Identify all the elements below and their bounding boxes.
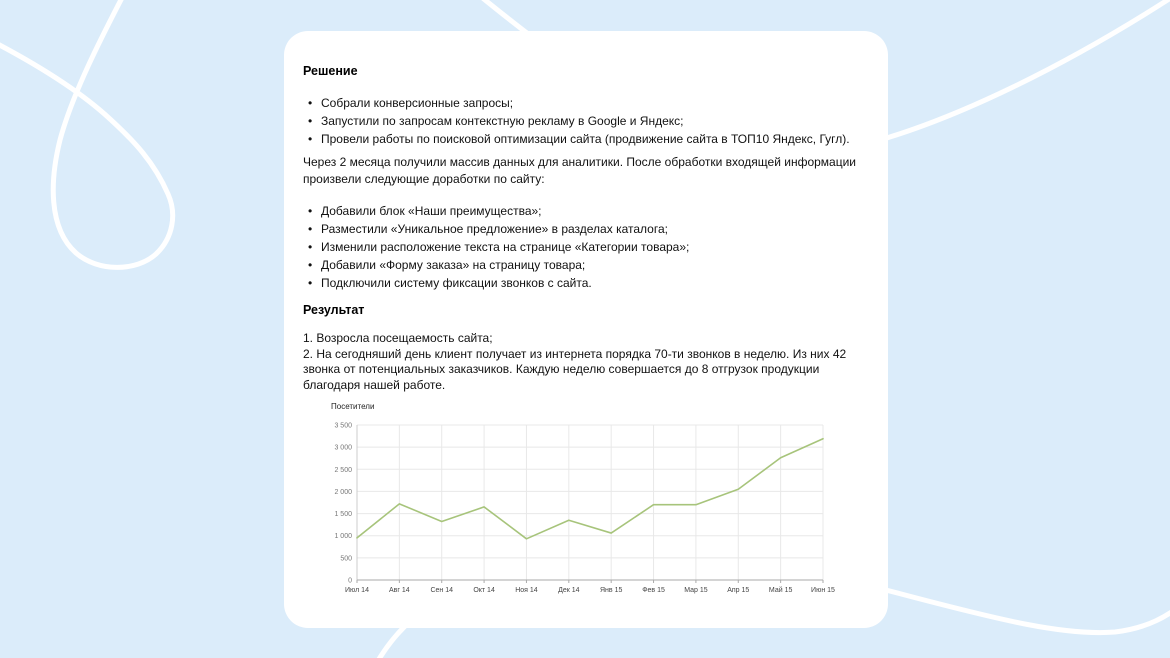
y-tick-label: 2 000 xyxy=(334,488,352,496)
list-item: • Запустили по запросам контекстную рекламу в Google и Яндекс; xyxy=(303,112,872,130)
chart-canvas xyxy=(331,415,841,601)
x-tick-label: Июл 14 xyxy=(345,587,369,594)
analytics-paragraph: Через 2 месяца получили массив данных для аналитики. После обработки входящей информации произвели следующие доработки по сайту: xyxy=(303,155,856,186)
x-tick-label: Дек 14 xyxy=(558,587,580,594)
x-tick-label: Окт 14 xyxy=(473,587,495,594)
x-tick-label: Май 15 xyxy=(768,587,793,594)
improvements-list xyxy=(303,202,872,292)
y-tick-label: 0 xyxy=(348,577,352,585)
y-tick-label: 1 000 xyxy=(334,533,352,541)
list-item: • Добавили блок «Наши преимущества»; xyxy=(303,202,872,220)
solution-list xyxy=(303,94,872,148)
list-item: • Разместили «Уникальное предложение» в разделах каталога; xyxy=(303,220,872,238)
y-tick-label: 1 500 xyxy=(334,511,352,519)
y-tick-label: 2 500 xyxy=(334,466,352,474)
x-tick-label: Авг 14 xyxy=(389,587,410,594)
visitors-chart xyxy=(303,402,872,601)
list-item: • Провели работы по поисковой оптимизации сайта (продвижение сайта в ТОП10 Яндекс, Гугл). xyxy=(303,130,872,148)
x-tick-label: Апр 15 xyxy=(727,587,750,594)
x-tick-label: Ноя 14 xyxy=(515,587,538,594)
visitors-line xyxy=(357,439,823,539)
x-tick-label: Фев 15 xyxy=(642,587,665,594)
swirl-loop-top-left xyxy=(0,0,173,267)
chart-title: Посетители xyxy=(331,402,375,411)
y-tick-label: 3 000 xyxy=(334,444,352,452)
solution-heading: Решение xyxy=(303,64,358,78)
x-tick-label: Мар 15 xyxy=(684,587,708,594)
x-tick-label: Июн 15 xyxy=(811,587,835,594)
list-item: • Изменили расположение текста на странице «Категории товара»; xyxy=(303,238,872,256)
y-tick-label: 500 xyxy=(340,555,352,563)
x-tick-label: Янв 15 xyxy=(599,587,623,594)
y-tick-label: 3 500 xyxy=(334,422,352,430)
list-item: • Собрали конверсионные запросы; xyxy=(303,94,872,112)
content-card xyxy=(284,31,888,628)
result-line: 1. Возросла посещаемость сайта; xyxy=(303,331,493,345)
list-item: • Добавили «Форму заказа» на страницу товара; xyxy=(303,256,872,274)
list-item: • Подключили систему фиксации звонков с сайта. xyxy=(303,274,872,292)
x-tick-label: Сен 14 xyxy=(430,587,454,594)
result-text xyxy=(303,331,872,393)
swirl-top-right xyxy=(880,0,1170,140)
result-heading: Результат xyxy=(303,303,365,317)
result-line: 2. На сегодняший день клиент получает из интернета порядка 70-ти звонков в неделю. Из них 42 звонка от потенциальных заказчиков. Каждую неделю совершается до 8 отгрузок продукции благодаря нашей работе. xyxy=(303,346,847,392)
